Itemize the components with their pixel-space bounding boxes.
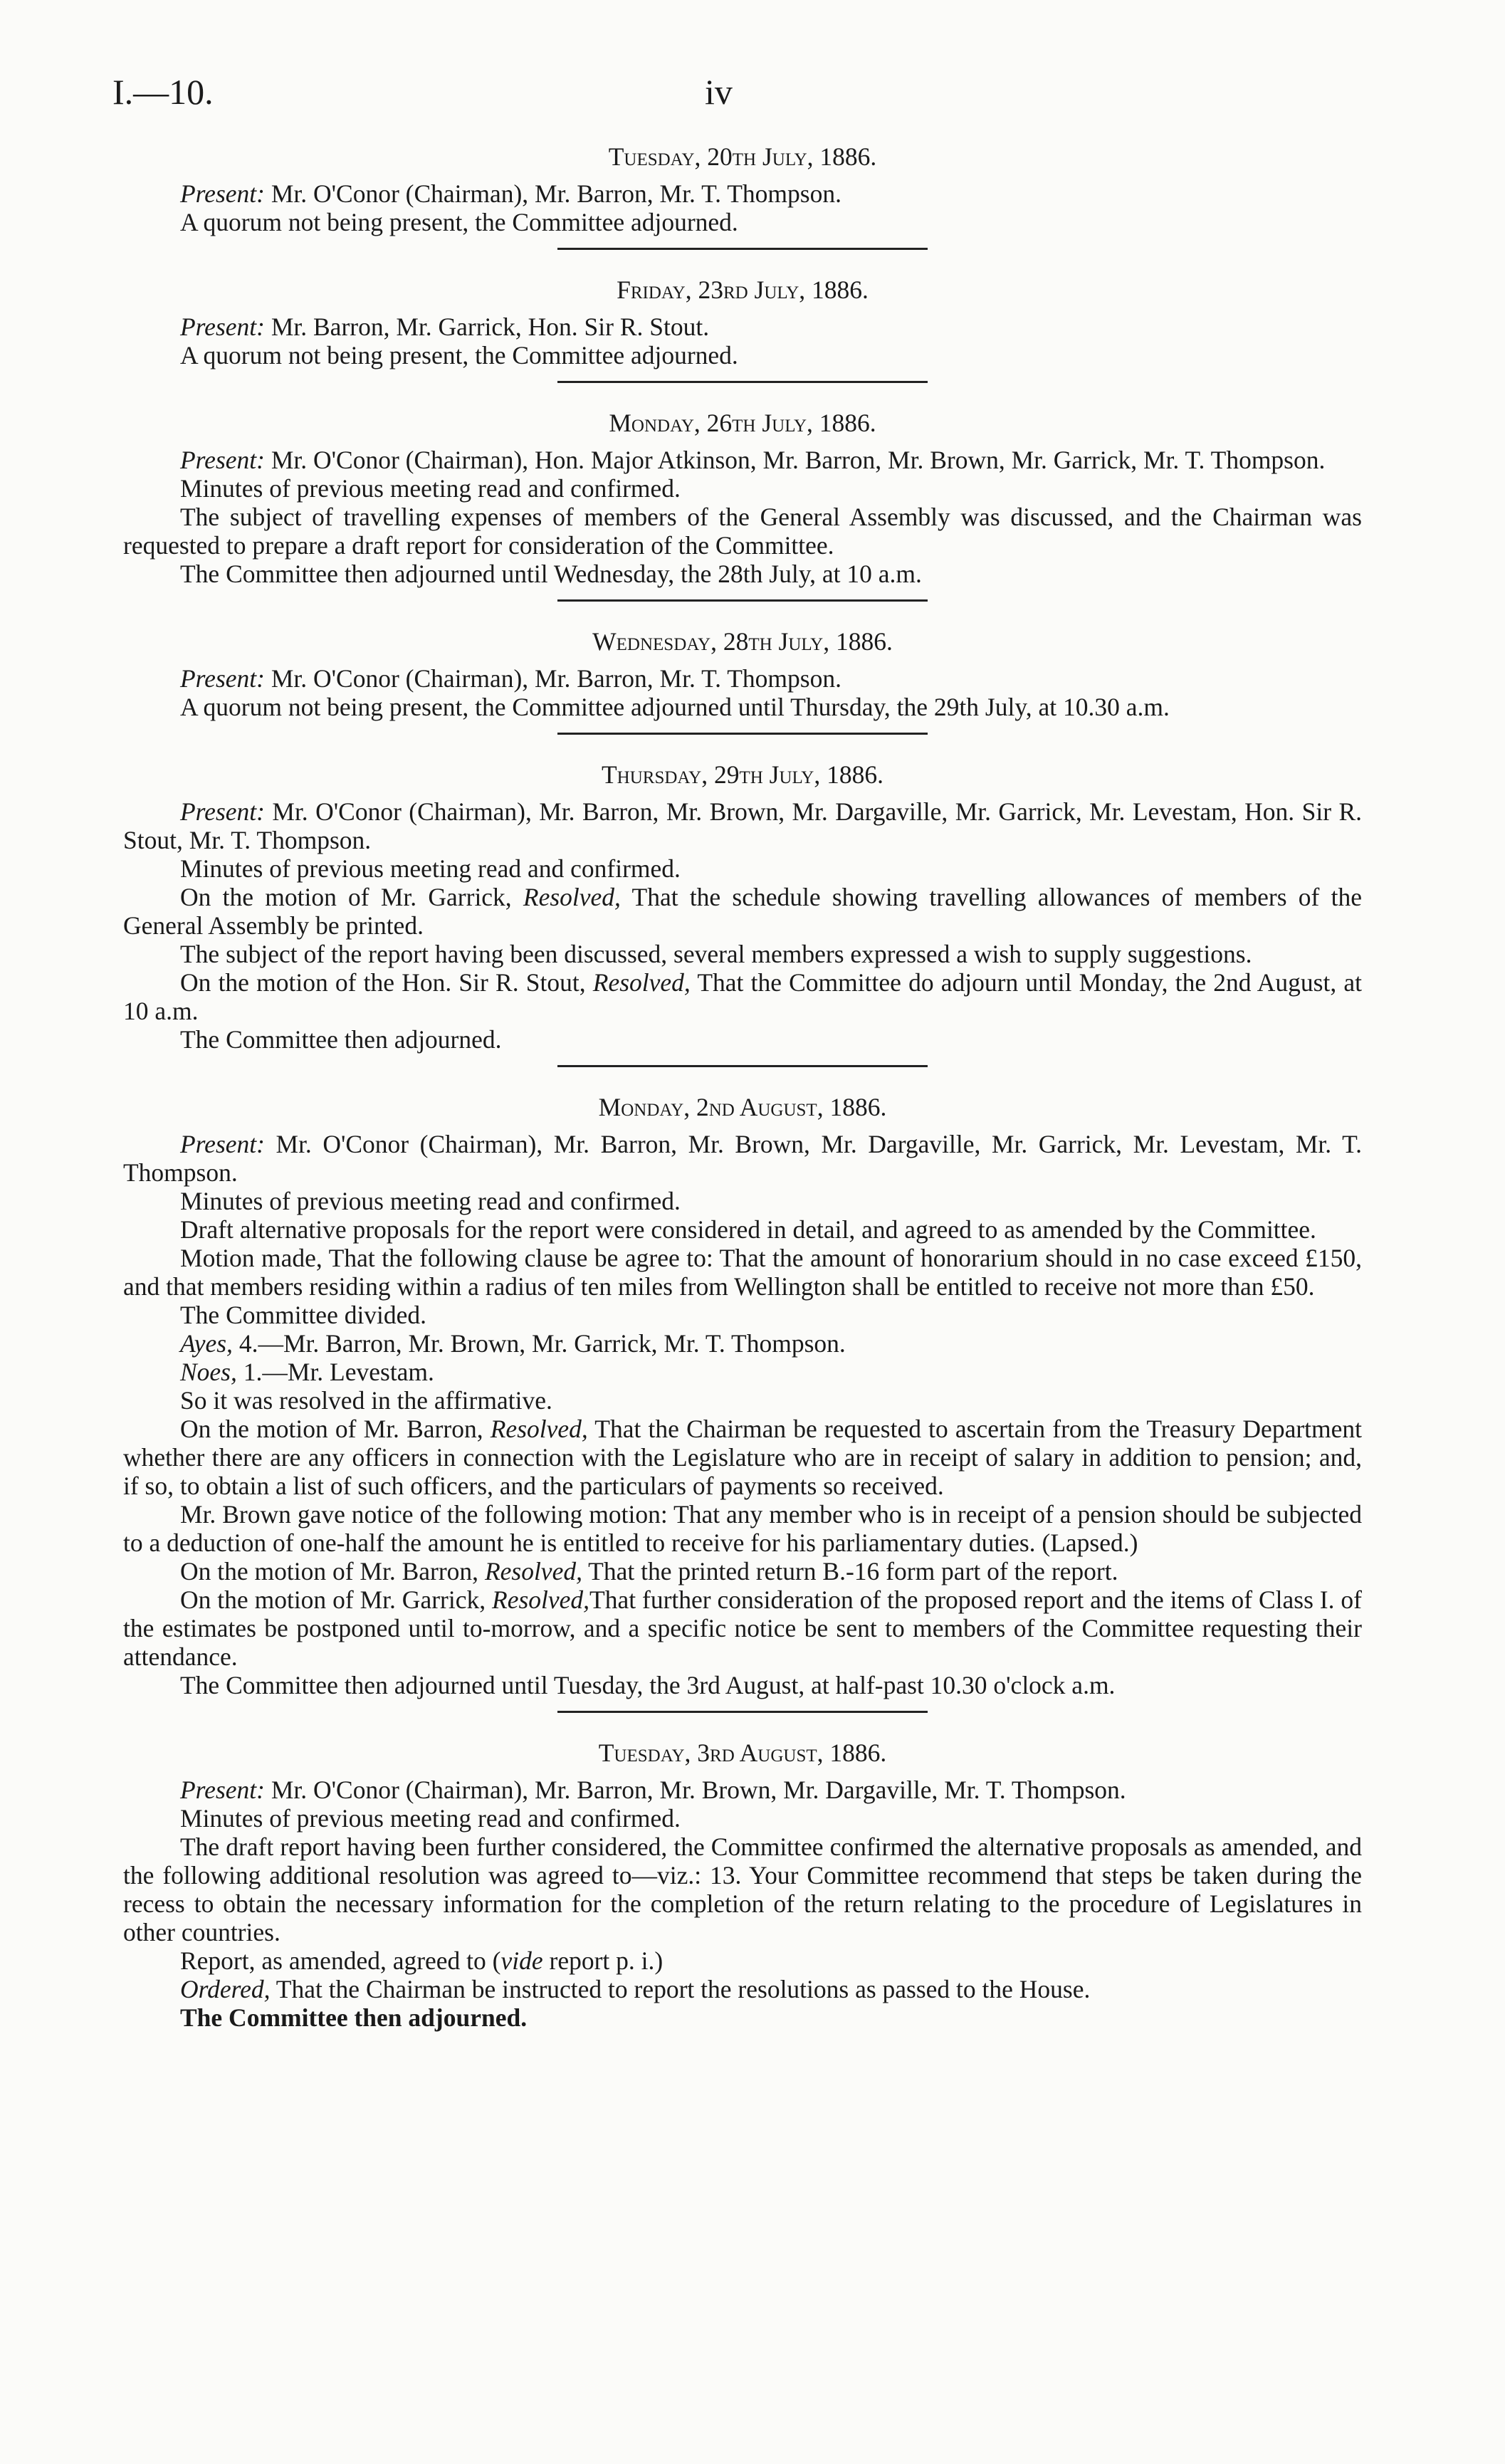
paragraph-italic: Resolved, [490,1415,588,1443]
paragraph-text: Mr. O'Conor (Chairman), Mr. Barron, Mr. T. Thompson. [264,179,841,208]
minutes-paragraph [123,1671,1362,1699]
paragraph-text: That the Chairman be requested to ascertain from the Treasury Department whether there are any officers in connection with the Legislature who are in receipt of salary in addition to pension; and, if so, to obtain a list of such officers, and the particulars of payments so received. [123,1415,1362,1500]
paragraph-lead-italic: Present: [180,1130,265,1158]
paragraph-text: Mr. O'Conor (Chairman), Mr. Barron, Mr. Brown, Mr. Dargaville, Mr. T. Thompson. [264,1776,1126,1804]
paragraph-italic: Resolved, [523,883,621,911]
paragraph-text: report p. i.) [542,1946,664,1975]
paragraph-text: The subject of travelling expenses of members of the General Assembly was discussed, and the Chairman was requested to prepare a draft report for consideration of the Committee. [123,503,1362,560]
paragraph-lead-italic: Present: [180,664,265,693]
paragraph-text: A quorum not being present, the Committee adjourned until Thursday, the 29th July, at 10.30 a.m. [180,693,1170,721]
paragraph-text: Mr. O'Conor (Chairman), Mr. Barron, Mr. Brown, Mr. Dargaville, Mr. Garrick, Mr. Levestam, Hon. Sir R. Stout, Mr. T. Thompson. [123,797,1362,854]
meeting-session [123,1093,1362,1699]
paragraph-text: 1.—Mr. Levestam. [236,1358,434,1386]
minutes-paragraph [123,854,1362,883]
paragraph-text: Mr. Barron, Mr. Garrick, Hon. Sir R. Stout. [264,313,710,341]
paragraph-text: The Committee then adjourned. [180,1025,502,1054]
meeting-date: Friday, 23rd July, 1886. [617,276,869,304]
meeting-session [123,627,1362,721]
minutes-paragraph [123,1776,1362,1804]
meeting-session [123,409,1362,588]
paragraph-lead-italic: Present: [180,1776,265,1804]
minutes-paragraph [123,1946,1362,1975]
paragraph-lead-italic: Present: [180,179,265,208]
paragraph-italic: Resolved, [592,968,691,997]
paragraph-text: That further consideration of the proposed report and the items of Class I. of the estimates be postponed until to-morrow, and a specific notice be sent to members of the Committee requesting their attendance. [123,1585,1362,1671]
meeting-date: Thursday, 29th July, 1886. [601,760,883,789]
paragraph-pre-text: On the motion of Mr. Barron, [180,1557,485,1585]
paragraph-text: Minutes of previous meeting read and confirmed. [180,854,681,883]
paragraph-text: The Committee then adjourned until Wednesday, the 28th July, at 10 a.m. [180,560,922,588]
minutes-paragraph [123,1804,1362,1833]
minutes-paragraph [123,797,1362,854]
minutes-paragraph [123,1301,1362,1329]
minutes-paragraph [123,1585,1362,1671]
minutes-paragraph [123,1244,1362,1301]
meeting-session [123,276,1362,369]
minutes-paragraph [123,883,1362,940]
meeting-date: Wednesday, 28th July, 1886. [592,627,893,656]
paragraph-pre-text: On the motion of Mr. Garrick, [180,883,523,911]
meeting-date: Tuesday, 20th July, 1886. [608,142,877,171]
paragraph-lead-italic: Present: [180,797,265,826]
page-number: iv [705,72,733,112]
minutes-paragraph [123,313,1362,341]
minutes-paragraph [123,1329,1362,1358]
paragraph-italic: vide [500,1946,543,1975]
minutes-paragraph [123,560,1362,588]
meeting-session [123,142,1362,236]
section-divider [557,1065,928,1067]
section-divider [557,733,928,735]
section-divider [557,381,928,383]
section-divider [557,1711,928,1713]
minutes-paragraph [123,1833,1362,1946]
minutes-body [123,142,1362,2032]
paragraph-lead-italic: Present: [180,313,265,341]
paragraph-text: Draft alternative proposals for the report were considered in detail, and agreed to as amended by the Committee. [180,1215,1316,1244]
minutes-paragraph [123,341,1362,369]
minutes-paragraph [123,968,1362,1025]
paragraph-text: 4.—Mr. Barron, Mr. Brown, Mr. Garrick, Mr. T. Thompson. [232,1329,846,1358]
minutes-paragraph [123,1500,1362,1557]
paragraph-text: The Committee divided. [180,1301,427,1329]
minutes-paragraph [123,1130,1362,1187]
paragraph-text: A quorum not being present, the Committee adjourned. [180,208,738,236]
minutes-paragraph [123,1975,1362,2003]
document-reference: I.—10. [112,72,214,112]
paragraph-text: Mr. O'Conor (Chairman), Hon. Major Atkinson, Mr. Barron, Mr. Brown, Mr. Garrick, Mr. T. Thompson. [264,446,1326,474]
paragraph-text: That the Committee do adjourn until Monday, the 2nd August, at 10 a.m. [123,968,1362,1025]
paragraph-text: Minutes of previous meeting read and confirmed. [180,1804,681,1833]
minutes-paragraph [123,1025,1362,1054]
minutes-paragraph [123,693,1362,721]
minutes-paragraph [123,1358,1362,1386]
minutes-paragraph [123,1187,1362,1215]
minutes-paragraph [123,446,1362,474]
minutes-paragraph [123,474,1362,503]
paragraph-text: A quorum not being present, the Committee adjourned. [180,341,738,369]
paragraph-pre-text: On the motion of Mr. Barron, [180,1415,491,1443]
paragraph-text: Mr. O'Conor (Chairman), Mr. Barron, Mr. T. Thompson. [264,664,841,693]
meeting-session [123,1739,1362,2032]
paragraph-text: The subject of the report having been discussed, several members expressed a wish to supply suggestions. [180,940,1252,968]
paragraph-pre-text: On the motion of the Hon. Sir R. Stout, [180,968,593,997]
minutes-paragraph [123,1215,1362,1244]
paragraph-text: Minutes of previous meeting read and confirmed. [180,1187,681,1215]
paragraph-italic: Resolved, [484,1557,582,1585]
paragraph-text: Mr. Brown gave notice of the following motion: That any member who is in receipt of a pension should be subjected to a deduction of one-half the amount he is entitled to receive for his parliamentary duties. (Lapsed.) [123,1500,1362,1557]
minutes-paragraph [123,940,1362,968]
meeting-date: Monday, 26th July, 1886. [609,409,876,437]
paragraph-lead-italic: Ordered, [180,1975,271,2003]
minutes-paragraph [123,1386,1362,1415]
meeting-date: Monday, 2nd August, 1886. [598,1093,887,1121]
minutes-paragraph [123,503,1362,560]
paragraph-text: Motion made, That the following clause be agree to: That the amount of honorarium should in no case exceed £150, and that members residing within a radius of ten miles from Wellington shall be entitled to receive not more than £50. [123,1244,1362,1301]
section-divider [557,248,928,250]
minutes-paragraph [123,208,1362,236]
paragraph-text: That the schedule showing travelling allowances of members of the General Assembly be printed. [123,883,1362,940]
paragraph-lead-italic: Present: [180,446,265,474]
paragraph-text: Minutes of previous meeting read and confirmed. [180,474,681,503]
minutes-paragraph [123,664,1362,693]
minutes-paragraph [123,2003,1362,2032]
paragraph-text: That the printed return B.-16 form part of the report. [582,1557,1118,1585]
paragraph-text: So it was resolved in the affirmative. [180,1386,552,1415]
paragraph-lead-italic: Ayes, [180,1329,233,1358]
paragraph-text: Mr. O'Conor (Chairman), Mr. Barron, Mr. Brown, Mr. Dargaville, Mr. Garrick, Mr. Levestam, Mr. T. Thompson. [123,1130,1362,1187]
paragraph-pre-text: On the motion of Mr. Garrick, [180,1585,493,1614]
section-divider [557,599,928,602]
paragraph-italic: Resolved, [492,1585,590,1614]
minutes-paragraph [123,179,1362,208]
paragraph-text: The Committee then adjourned until Tuesday, the 3rd August, at half-past 10.30 o'clock a.m. [180,1671,1116,1699]
paragraph-pre-text: Report, as amended, agreed to ( [180,1946,501,1975]
meeting-session [123,760,1362,1054]
minutes-paragraph [123,1415,1362,1500]
meeting-date: Tuesday, 3rd August, 1886. [598,1739,887,1767]
paragraph-text: That the Chairman be instructed to report the resolutions as passed to the House. [270,1975,1091,2003]
paragraph-lead-italic: Noes, [180,1358,237,1386]
paragraph-text: The Committee then adjourned. [180,2003,528,2032]
minutes-paragraph [123,1557,1362,1585]
paragraph-text: The draft report having been further considered, the Committee confirmed the alternative proposals as amended, and the following additional resolution was agreed to—viz.: 13. Your Committee recommend that steps be taken during the recess to obtain the necessary information for the completion of the return relating to the procedure of Legislatures in other countries. [123,1833,1362,1946]
